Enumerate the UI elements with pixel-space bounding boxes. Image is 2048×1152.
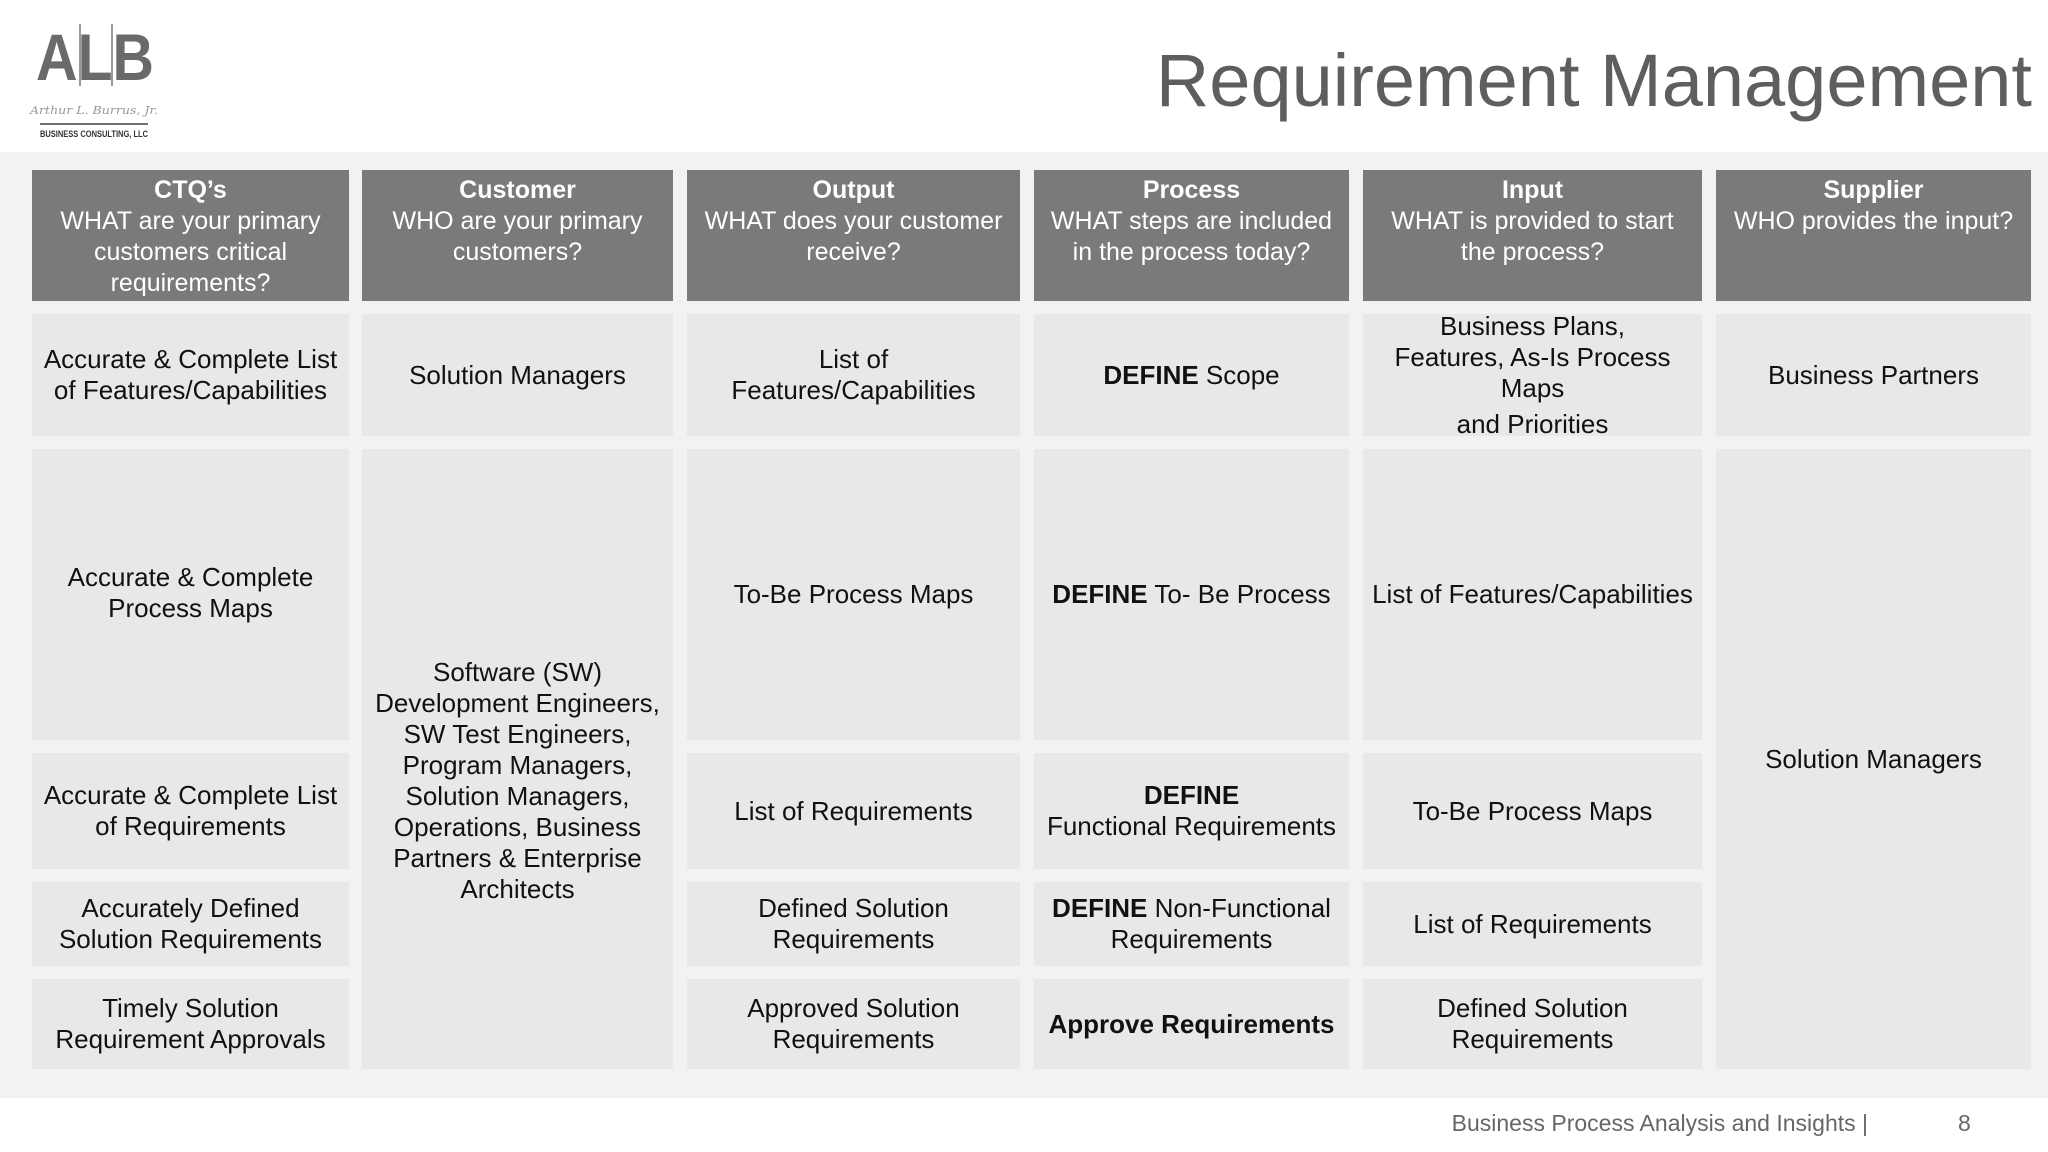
output-text: To-Be Process Maps [733, 579, 974, 609]
header-title: Customer [459, 176, 576, 204]
header-output [687, 170, 1020, 301]
ctq-cell [32, 314, 349, 436]
process-text: To- Be Process [1147, 579, 1331, 609]
process-text: Non-Functional Requirements [1110, 893, 1331, 954]
header-question: WHAT steps are included in the process today? [1050, 207, 1333, 266]
header-title: Output [812, 176, 895, 204]
page-title: Requirement Management [1155, 39, 2032, 122]
input-text: List of Requirements [1413, 908, 1652, 939]
header-title: CTQ’s [154, 176, 227, 204]
input-text: Defined Solution Requirements [1437, 993, 1628, 1054]
output-cell [687, 882, 1020, 966]
output-text: Approved Solution Requirements [747, 993, 960, 1054]
ctq-cell [32, 979, 349, 1069]
supplier-text: Business Partners [1768, 359, 1979, 390]
ctq-cell [32, 753, 349, 869]
logo-subtitle: BUSINESS CONSULTING, LLC [40, 129, 149, 139]
ctq-text: Accurate & Complete List of Features/Capabilities [43, 344, 338, 405]
output-text: List of Features/Capabilities [731, 344, 976, 405]
process-cell [1034, 979, 1349, 1069]
company-logo [24, 16, 164, 146]
page-number: 8 [1958, 1110, 1971, 1136]
header-title: Process [1142, 176, 1241, 204]
process-keyword: DEFINE [1052, 893, 1148, 923]
output-cell [687, 979, 1020, 1069]
customer-cell [362, 449, 673, 1069]
supplier-cell [1716, 449, 2031, 1069]
header-ctqs [32, 170, 349, 301]
ctq-text: Timely Solution Requirement Approvals [55, 993, 326, 1054]
header-title: Input [1501, 176, 1564, 204]
input-cell [1363, 979, 1702, 1069]
process-keyword: DEFINE [1143, 780, 1240, 810]
header-question: WHO are your primary customers? [392, 207, 643, 266]
output-cell [687, 314, 1020, 436]
footer-text: Business Process Analysis and Insights | [1451, 1110, 1868, 1136]
process-cell [1034, 882, 1349, 966]
input-text: List of Features/Capabilities [1372, 579, 1693, 609]
ctq-text: Accurate & Complete Process Maps [67, 562, 314, 623]
output-text: Defined Solution Requirements [758, 893, 949, 954]
output-cell [687, 449, 1020, 740]
output-cell [687, 753, 1020, 869]
ctq-text: Accurate & Complete List of Requirements [43, 780, 338, 841]
input-cell [1363, 449, 1702, 740]
header-question: WHAT are your primary customers critical requirements? [60, 207, 321, 297]
customer-text: Software (SW) Development Engineers, SW Test Engineers, Program Managers, Solution Managers, Operations, Business Partners & Enterprise Architects [375, 657, 660, 904]
input-text: To-Be Process Maps [1412, 795, 1653, 826]
input-text: Business Plans, Features, As-Is Process Maps [1394, 310, 1671, 403]
header-question: WHO provides the input? [1733, 207, 2014, 235]
process-text: Scope [1198, 359, 1280, 390]
process-keyword: Approve Requirements [1048, 1008, 1335, 1039]
header-supplier [1716, 170, 2031, 301]
process-cell [1034, 753, 1349, 869]
ctq-text: Accurately Defined Solution Requirements [58, 893, 323, 954]
header-customer [362, 170, 673, 301]
header-title: Supplier [1823, 176, 1924, 204]
process-text: Functional Requirements [1046, 811, 1337, 841]
ctq-cell [32, 449, 349, 740]
supplier-text: Solution Managers [1765, 743, 1982, 774]
logo-mark: ALB [36, 20, 154, 94]
header-input [1363, 170, 1702, 301]
input-cell [1363, 753, 1702, 869]
process-cell [1034, 314, 1349, 436]
supplier-cell [1716, 314, 2031, 436]
process-cell [1034, 449, 1349, 740]
logo-signature: Arthur L. Burrus, Jr. [28, 104, 158, 117]
output-text: List of Requirements [734, 795, 973, 826]
customer-cell [362, 314, 673, 436]
header-question: WHAT is provided to start the process? [1391, 207, 1674, 266]
ctq-cell [32, 882, 349, 966]
input-text: and Priorities [1456, 408, 1609, 439]
header-process [1034, 170, 1349, 301]
header-question: WHAT does your customer receive? [704, 207, 1003, 266]
customer-text: Solution Managers [409, 359, 626, 390]
input-cell [1363, 310, 1702, 439]
process-keyword: DEFINE [1052, 579, 1148, 609]
process-keyword: DEFINE [1103, 359, 1199, 390]
input-cell [1363, 882, 1702, 966]
